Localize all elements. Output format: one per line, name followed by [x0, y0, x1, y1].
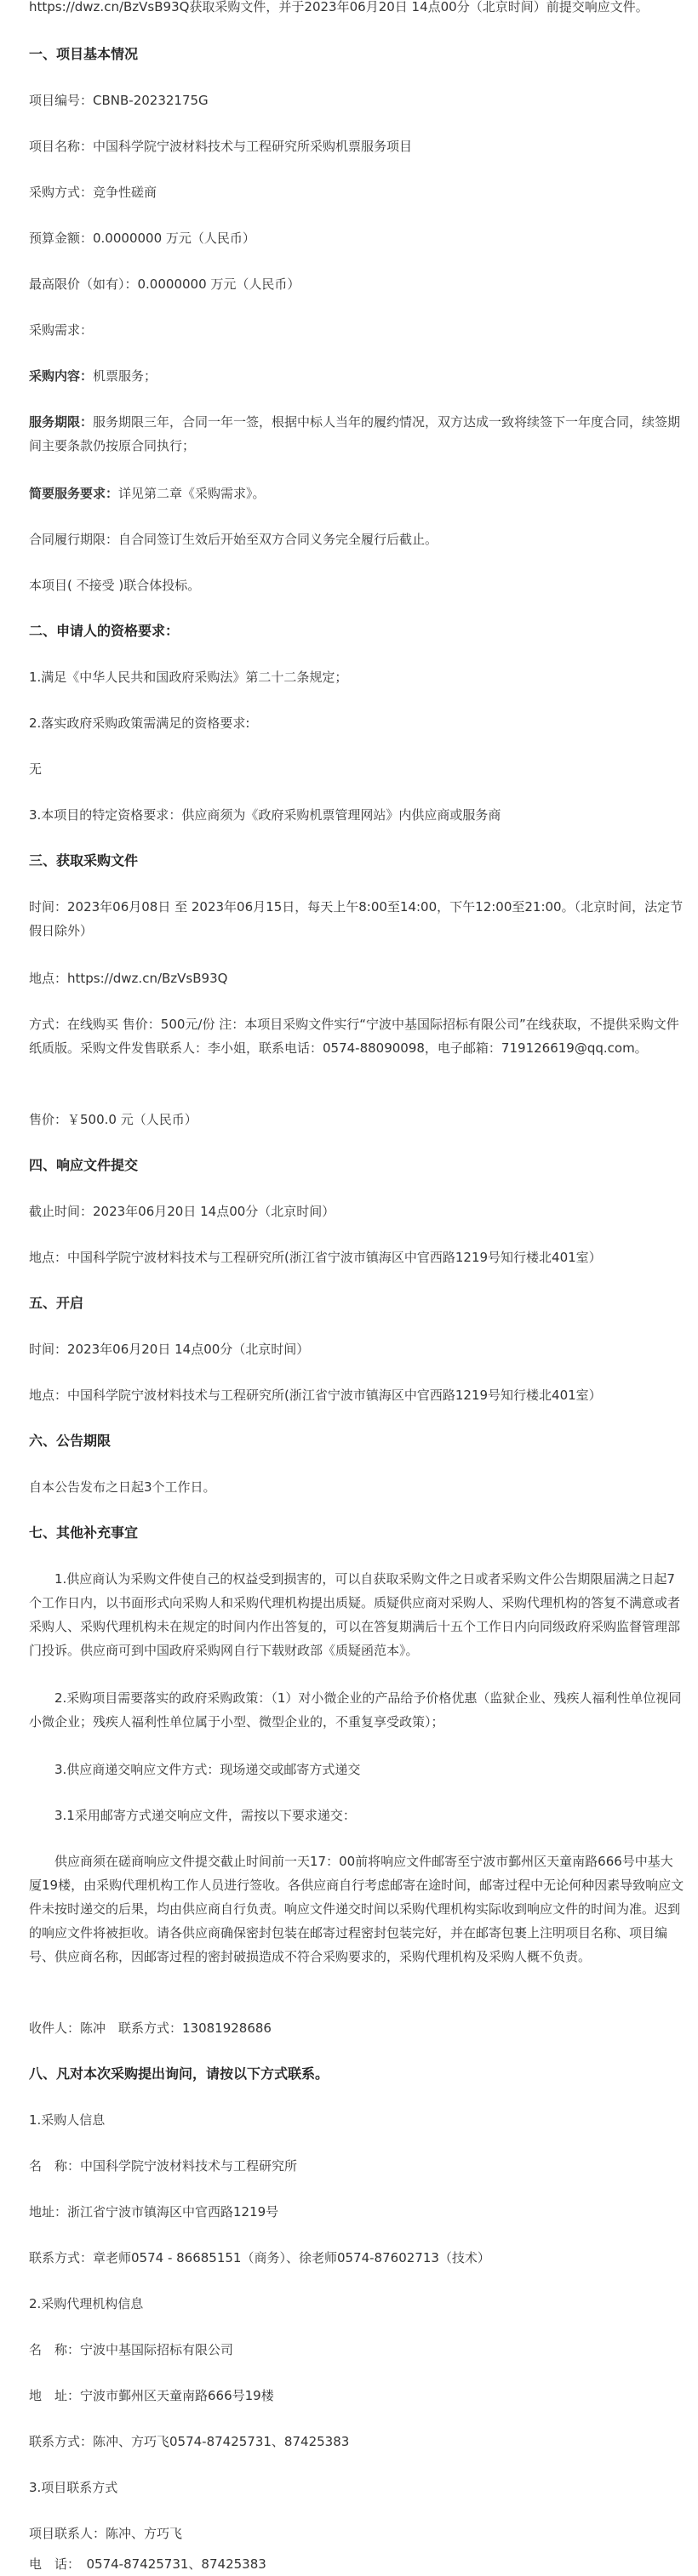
service-period: [29, 410, 684, 458]
requirement-1: 1.满足《中华人民共和国政府采购法》第二十二条规定；: [29, 670, 348, 685]
content-value: 机票服务；: [93, 368, 157, 384]
procurement-method: 采购方式：竞争性磋商: [29, 185, 157, 200]
procurement-content: [29, 364, 684, 388]
agency-name: 名 称：宁波中基国际招标有限公司: [29, 2342, 234, 2357]
obtain-place: 地点：https://dwz.cn/BzVsB93Q: [29, 971, 228, 986]
max-price: 最高限价（如有）：0.0000000 万元（人民币）: [29, 276, 300, 292]
brief-requirements-label: 简要服务要求：: [29, 486, 119, 501]
purchaser-address: 地址：浙江省宁波市镇海区中官西路1219号: [29, 2204, 279, 2220]
procurement-needs-label: 采购需求：: [29, 322, 94, 338]
submission-place: 地点：中国科学院宁波材料技术与工程研究所(浙江省宁波市镇海区中官西路1219号知行楼北401室）: [29, 1250, 602, 1265]
agency-info-title: 2.采购代理机构信息: [29, 2296, 144, 2311]
supplement-paragraph-3: 3.供应商递交响应文件方式：现场递交或邮寄方式递交: [54, 1762, 361, 1777]
obtain-method: 方式：在线购买 售价：500元/份 注：本项目采购文件实行“宁波中基国际招标有限公司”在线获取，不提供采购文件纸质版。采购文件发售联系人：李小姐，联系电话：0574-88090098，电子邮箱：719126619@qq.com。: [29, 1017, 679, 1056]
top-line: https://dwz.cn/BzVsB93Q获取采购文件，并于2023年06月20日 14点00分（北京时间）前提交响应文件。: [29, 0, 649, 14]
brief-requirements-value: 详见第二章《采购需求》。: [118, 486, 266, 501]
purchaser-contact: 联系方式：章老师0574 - 86685151（商务）、徐老师0574-87602713（技术）: [29, 2250, 490, 2265]
notice-period: 自本公告发布之日起3个工作日。: [29, 1479, 216, 1495]
purchaser-info-title: 1.采购人信息: [29, 2112, 106, 2128]
section-2-heading: 二、申请人的资格要求：: [29, 623, 180, 639]
receiver-info: 收件人：陈冲 联系方式：13081928686: [29, 2020, 272, 2036]
contract-period: 合同履行期限：自合同签订生效后开始至双方合同义务完全履行后截止。: [29, 532, 438, 547]
obtain-time: 时间：2023年06月08日 至 2023年06月15日，每天上午8:00至14:00，下午12:00至21:00。（北京时间，法定节假日除外）: [29, 899, 684, 938]
supplement-paragraph-4: 供应商须在磋商响应文件提交截止时间前一天17：00前将响应文件邮寄至宁波市鄞州区天童南路666号中基大厦19楼，由采购代理机构工作人员进行签收。各供应商自行考虑邮寄在途时间，邮寄过程中无论何种因素导致响应文件未按时递交的后果，均由供应商自行负责。响应文件递交时间以采购代理机构实际收到响应文件的时间为准。迟到的响应文件将被拒收。请各供应商确保密封包装在邮寄过程密封包装完好，并在邮寄包裹上注明项目名称、项目编号、供应商名称，因邮寄过程的密封破损造成不符合采购要求的，采购代理机构及采购人概不负责。: [29, 1854, 684, 1964]
supplement-paragraph-3-1: 3.1采用邮寄方式递交响应文件，需按以下要求递交：: [54, 1808, 356, 1823]
section-3-heading: 三、获取采购文件: [29, 852, 139, 869]
project-number: 项目编号：CBNB-20232175G: [29, 93, 209, 108]
project-contact-title: 3.项目联系方式: [29, 2480, 118, 2495]
budget-amount: 预算金额：0.0000000 万元（人民币）: [29, 231, 255, 246]
requirement-2: 2.落实政府采购政策需满足的资格要求:: [29, 715, 250, 731]
document-price: 售价：￥500.0 元（人民币）: [29, 1112, 197, 1127]
section-1-heading: 一、项目基本情况: [29, 46, 139, 62]
submission-deadline: 截止时间：2023年06月20日 14点00分（北京时间）: [29, 1204, 335, 1219]
content-label: 采购内容：: [29, 368, 94, 384]
section-8-heading: 八、凡对本次采购提出询问，请按以下方式联系。: [29, 2066, 329, 2082]
agency-address: 地 址：宁波市鄞州区天童南路666号19楼: [29, 2388, 274, 2403]
consortium-note: 本项目( 不接受 )联合体投标。: [29, 578, 201, 593]
requirement-2-none: 无: [29, 761, 43, 777]
section-4-heading: 四、响应文件提交: [29, 1157, 139, 1173]
supplement-paragraph-2: 2.采购项目需要落实的政府采购政策：（1）对小微企业的产品给予价格优惠（监狱企业、残疾人福利性单位视同小微企业；残疾人福利性单位属于小型、微型企业的，不重复享受政策）；: [29, 1690, 682, 1730]
project-contact-phone: 电 话： 0574-87425731、87425383: [29, 2556, 266, 2572]
section-5-heading: 五、开启: [29, 1295, 84, 1311]
service-period-value: 服务期限三年，合同一年一签，根据中标人当年的履约情况，双方达成一致将续签下一年度合同，续签期间主要条款仍按原合同执行；: [29, 414, 681, 453]
project-contact-person: 项目联系人：陈冲、方巧飞: [29, 2526, 183, 2541]
section-7-heading: 七、其他补充事宜: [29, 1525, 139, 1541]
requirement-3: 3.本项目的特定资格要求：供应商须为《政府采购机票管理网站》内供应商或服务商: [29, 807, 501, 823]
section-6-heading: 六、公告期限: [29, 1433, 112, 1449]
opening-place: 地点：中国科学院宁波材料技术与工程研究所(浙江省宁波市镇海区中官西路1219号知行楼北401室）: [29, 1388, 602, 1403]
project-name: 项目名称：中国科学院宁波材料技术与工程研究所采购机票服务项目: [29, 139, 413, 154]
opening-time: 时间：2023年06月20日 14点00分（北京时间）: [29, 1342, 310, 1357]
agency-contact: 联系方式：陈冲、方巧飞0574-87425731、87425383: [29, 2434, 350, 2449]
service-period-label: 服务期限：: [29, 414, 94, 430]
supplement-paragraph-1: 1.供应商认为采购文件使自己的权益受到损害的，可以自获取采购文件之日或者采购文件公告期限届满之日起7个工作日内，以书面形式向采购人和采购代理机构提出质疑。质疑供应商对采购人、采购代理机构的答复不满意或者采购人、采购代理机构未在规定的时间内作出答复的，可以在答复期满后十五个工作日内向同级政府采购监督管理部门投诉。供应商可到中国政府采购网自行下载财政部《质疑函范本》。: [29, 1571, 681, 1658]
brief-requirements: [29, 482, 684, 505]
purchaser-name: 名 称：中国科学院宁波材料技术与工程研究所: [29, 2158, 298, 2174]
